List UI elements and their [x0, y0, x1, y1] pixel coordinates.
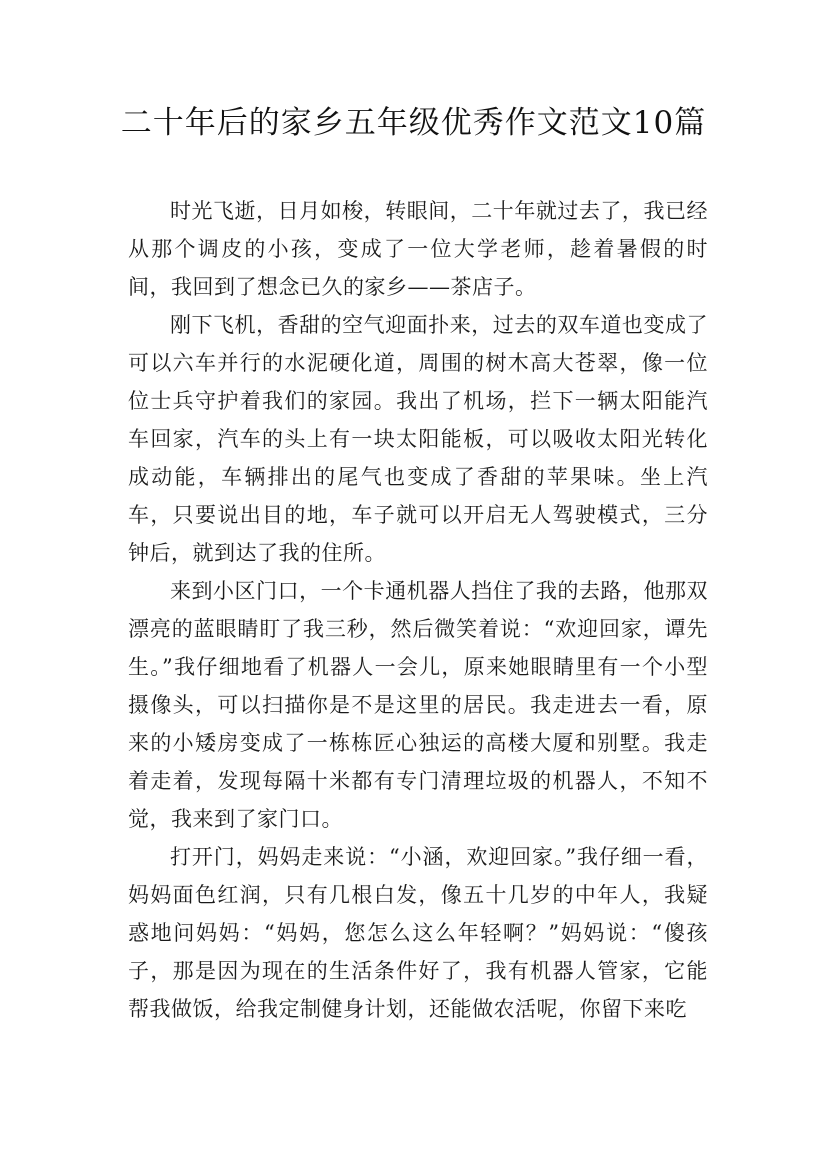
paragraph-1: 时光飞逝，日月如梭，转眼间，二十年就过去了，我已经从那个调皮的小孩，变成了一位大学老师，趁着暑假的时间，我回到了想念已久的家乡——茶店子。 [128, 199, 708, 299]
paragraph-4: 打开门，妈妈走来说：“小涵，欢迎回家。”我仔细一看，妈妈面色红润，只有几根白发，像五十几岁的中年人，我疑惑地问妈妈：“妈妈，您怎么这么年轻啊？”妈妈说：“傻孩子，那是因为现在的生活条件好了，我有机器人管家，它能帮我做饭，给我定制健身计划，还能做农活呢，你留下来吃 [128, 845, 708, 1021]
document-body [128, 192, 708, 1028]
document-title: 二十年后的家乡五年级优秀作文范文10篇 [120, 105, 707, 141]
paragraph-3: 来到小区门口，一个卡通机器人挡住了我的去路，他那双漂亮的蓝眼睛盯了我三秒，然后微笑着说：“欢迎回家，谭先生。”我仔细地看了机器人一会儿，原来她眼睛里有一个小型摄像头，可以扫描你是不是这里的居民。我走进去一看，原来的小矮房变成了一栋栋匠心独运的高楼大厦和别墅。我走着走着，发现每隔十米都有专门清理垃圾的机器人，不知不觉，我来到了家门口。 [128, 579, 708, 831]
paragraph-2: 刚下飞机，香甜的空气迎面扑来，过去的双车道也变成了可以六车并行的水泥硬化道，周围的树木高大苍翠，像一位位士兵守护着我们的家园。我出了机场，拦下一辆太阳能汽车回家，汽车的头上有一块太阳能板，可以吸收太阳光转化成动能，车辆排出的尾气也变成了香甜的苹果味。坐上汽车，只要说出目的地，车子就可以开启无人驾驶模式，三分钟后，就到达了我的住所。 [128, 313, 708, 565]
